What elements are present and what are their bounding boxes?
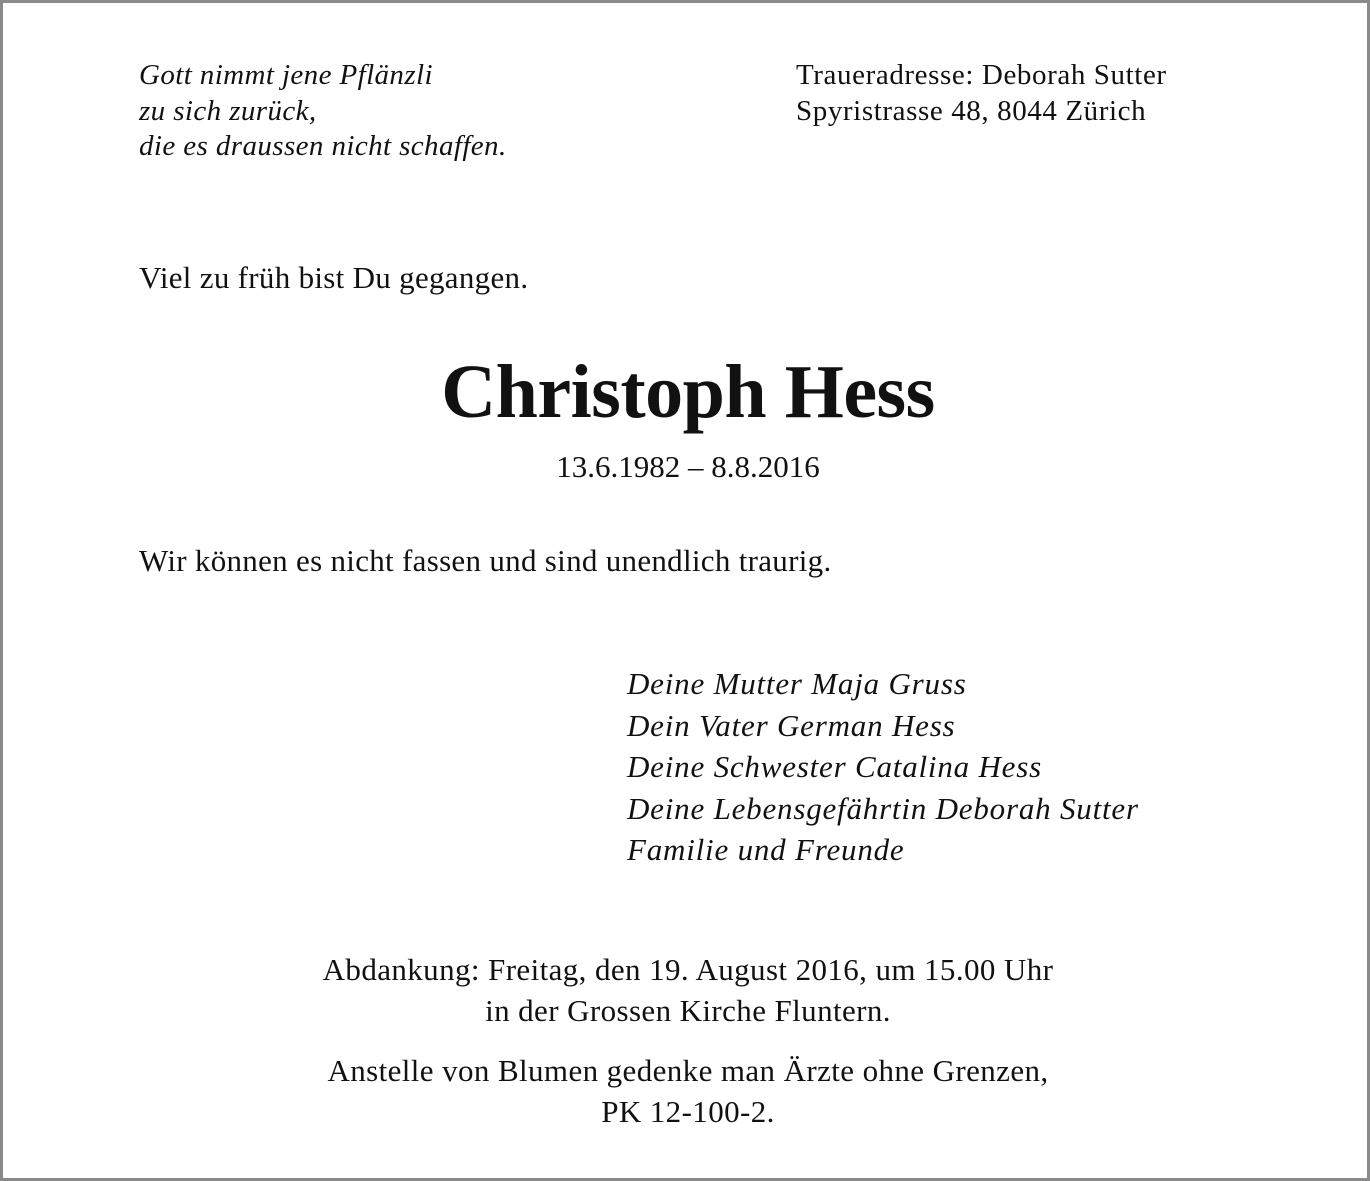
- mourner-item: Deine Schwester Catalina Hess: [627, 749, 1042, 784]
- life-dates: 13.6.1982 – 8.8.2016: [556, 449, 820, 484]
- donation-line: Anstelle von Blumen gedenke man Ärzte ohne Grenzen,: [327, 1053, 1049, 1088]
- donation-line: PK 12-100-2.: [601, 1094, 775, 1129]
- mourner-item: Dein Vater German Hess: [627, 707, 956, 743]
- verse-quote: [139, 58, 507, 165]
- mourner-item: Familie und Freunde: [627, 832, 905, 867]
- donation-note: [3, 1050, 1370, 1132]
- address-line: Spyristrasse 48, 8044 Zürich: [796, 94, 1147, 127]
- address-line: Traueradresse: Deborah Sutter: [796, 59, 1167, 91]
- verse-line: die es draussen nicht schaffen.: [139, 130, 507, 162]
- mourning-address: [796, 58, 1167, 129]
- verse-line: zu sich zurück,: [139, 94, 317, 127]
- deceased-name: Christoph Hess: [441, 350, 935, 434]
- mourner-item: Deine Mutter Maja Gruss: [627, 666, 967, 701]
- service-line: Abdankung: Freitag, den 19. August 2016, um 15.00 Uhr: [322, 952, 1054, 987]
- mourner-item: Deine Lebensgefährtin Deborah Sutter: [627, 790, 1139, 826]
- verse-line: Gott nimmt jene Pflänzli: [139, 59, 433, 91]
- service-line: in der Grossen Kirche Fluntern.: [485, 993, 891, 1028]
- mourners-list: [627, 663, 1139, 871]
- service-details: [3, 949, 1370, 1031]
- intro-text: Viel zu früh bist Du gegangen.: [139, 260, 529, 295]
- grief-text: Wir können es nicht fassen und sind unendlich traurig.: [139, 543, 832, 578]
